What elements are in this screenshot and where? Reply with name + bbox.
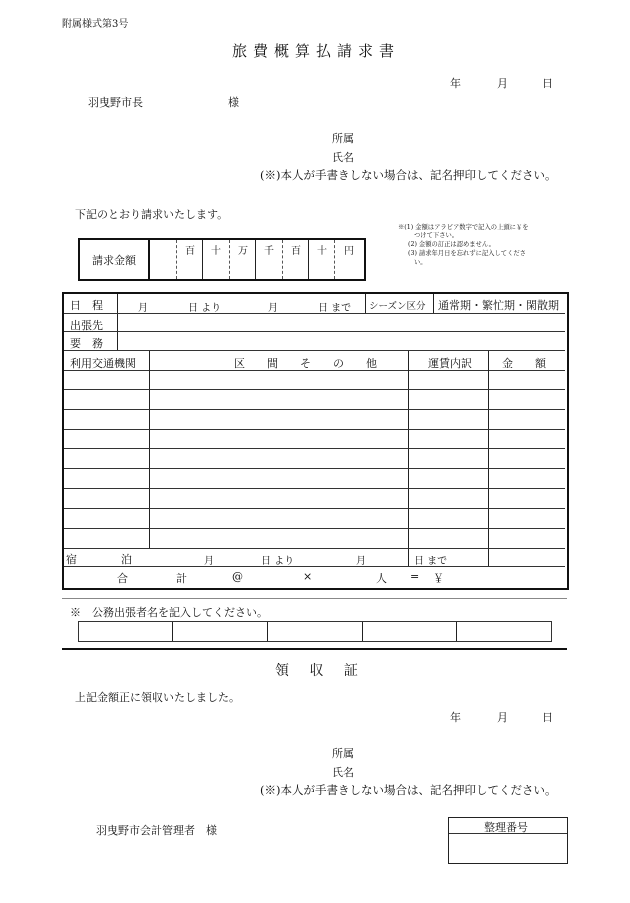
note-line: つけて下さい。 <box>414 232 459 239</box>
amount-col-sep <box>176 240 177 279</box>
itinerary-row <box>64 448 565 449</box>
receipt-day: 日 <box>542 711 553 724</box>
itinerary-row <box>64 409 565 410</box>
grid-line <box>62 598 567 599</box>
date-year: 年 <box>450 77 461 90</box>
main-table-frame <box>62 292 569 590</box>
amount-label: 請求金額 <box>92 254 136 267</box>
amount-unit: 万 <box>238 246 248 257</box>
season-value: 通常期・繁忙期・閑散期 <box>438 299 559 312</box>
note-line: い。 <box>414 259 427 266</box>
receipt-divider <box>62 648 567 650</box>
amount-col-sep <box>282 240 283 279</box>
amount-unit: 十 <box>211 246 221 257</box>
grid-line <box>117 294 118 313</box>
schedule-month2: 月 <box>268 303 278 314</box>
header-fare: 運賃内訳 <box>428 357 472 370</box>
total-times: × <box>303 570 313 583</box>
schedule-label: 日 程 <box>70 299 103 312</box>
itinerary-row <box>64 528 565 529</box>
itinerary-row <box>64 508 565 509</box>
treasurer-addressee: 羽曳野市会計管理者 様 <box>96 824 217 837</box>
traveler-name-cell <box>456 622 457 641</box>
amount-col-sep <box>334 240 335 279</box>
grid-line <box>64 566 565 567</box>
grid-line <box>433 294 434 313</box>
grid-line <box>365 294 366 313</box>
traveler-name-cell <box>362 622 363 641</box>
amount-unit: 円 <box>344 246 354 257</box>
traveler-names-box <box>78 621 552 642</box>
grid-line <box>488 351 489 566</box>
schedule-day-to: 日 まで <box>318 303 352 314</box>
applicant-affiliation-label: 所属 <box>332 132 354 145</box>
grid-line <box>64 313 565 314</box>
total-yen: ￥ <box>433 572 444 585</box>
amount-unit: 千 <box>264 246 274 257</box>
itinerary-row <box>64 488 565 489</box>
lodging-day-to: 日 まで <box>414 556 448 567</box>
receipt-month: 月 <box>497 711 508 724</box>
traveler-note: ※ 公務出張者名を記入してください。 <box>70 606 268 619</box>
purpose-label: 要 務 <box>70 337 103 350</box>
header-section: 区 間 そ の 他 <box>234 357 377 370</box>
page-title: 旅費概算払請求書 <box>232 42 401 60</box>
grid-line <box>149 351 150 548</box>
amount-col-sep <box>308 240 309 279</box>
season-label: シーズン区分 <box>369 301 426 312</box>
lodging-day-from: 日 より <box>261 556 295 567</box>
traveler-name-cell <box>172 622 173 641</box>
receipt-affiliation-label: 所属 <box>332 747 354 760</box>
total-equals: = <box>410 570 420 583</box>
receipt-name-label: 氏名 <box>332 766 354 779</box>
note-line: (3) 請求年月日を忘れずに記入してくださ <box>408 250 526 257</box>
itinerary-row <box>64 429 565 430</box>
receipt-year: 年 <box>450 711 461 724</box>
grid-line <box>117 332 118 350</box>
amount-unit: 百 <box>185 246 195 257</box>
intro-text: 下記のとおり請求いたします。 <box>75 208 229 221</box>
total-label-2: 計 <box>176 572 187 585</box>
note-line: ※(1) 金額はアラビア数字で記入の上頭に￥を <box>398 224 529 231</box>
grid-line <box>64 350 565 351</box>
amount-col-sep <box>202 240 203 279</box>
applicant-note: (※)本人が手書きしない場合は、記名押印してください。 <box>260 168 557 182</box>
receipt-note: (※)本人が手書きしない場合は、記名押印してください。 <box>260 783 557 797</box>
total-label-1: 合 <box>117 572 128 585</box>
amount-col-sep <box>255 240 256 279</box>
schedule-month: 月 <box>138 303 148 314</box>
receipt-title: 領 収 証 <box>275 663 366 679</box>
amount-col-sep <box>229 240 230 279</box>
itinerary-row <box>64 548 565 549</box>
total-persons: 人 <box>376 572 387 585</box>
lodging-month2: 月 <box>356 556 366 567</box>
itinerary-row <box>64 468 565 469</box>
addressee-mayor: 羽曳野市長 <box>88 96 143 109</box>
date-day: 日 <box>542 77 553 90</box>
reference-number-label: 整理番号 <box>484 821 528 834</box>
note-line: (2) 金額の訂正は認めません。 <box>408 241 495 248</box>
total-at: @ <box>232 570 243 583</box>
schedule-day-from: 日 より <box>188 303 222 314</box>
date-month: 月 <box>497 77 508 90</box>
applicant-name-label: 氏名 <box>332 151 354 164</box>
destination-label: 出張先 <box>70 319 103 332</box>
grid-line <box>408 351 409 566</box>
traveler-name-cell <box>267 622 268 641</box>
grid-line <box>64 370 565 371</box>
addressee-honorific: 様 <box>228 96 239 109</box>
lodging-month: 月 <box>204 556 214 567</box>
header-amount: 金 額 <box>502 357 546 370</box>
header-transport: 利用交通機関 <box>70 357 136 370</box>
receipt-text: 上記金額正に領収いたしました。 <box>75 691 240 704</box>
grid-line <box>117 314 118 331</box>
amount-divider <box>148 240 150 279</box>
amount-unit: 百 <box>291 246 301 257</box>
amount-unit: 十 <box>317 246 327 257</box>
itinerary-row <box>64 389 565 390</box>
lodging-label: 宿 泊 <box>66 553 132 566</box>
form-code: 附属様式第3号 <box>62 19 129 30</box>
grid-line <box>64 331 565 332</box>
